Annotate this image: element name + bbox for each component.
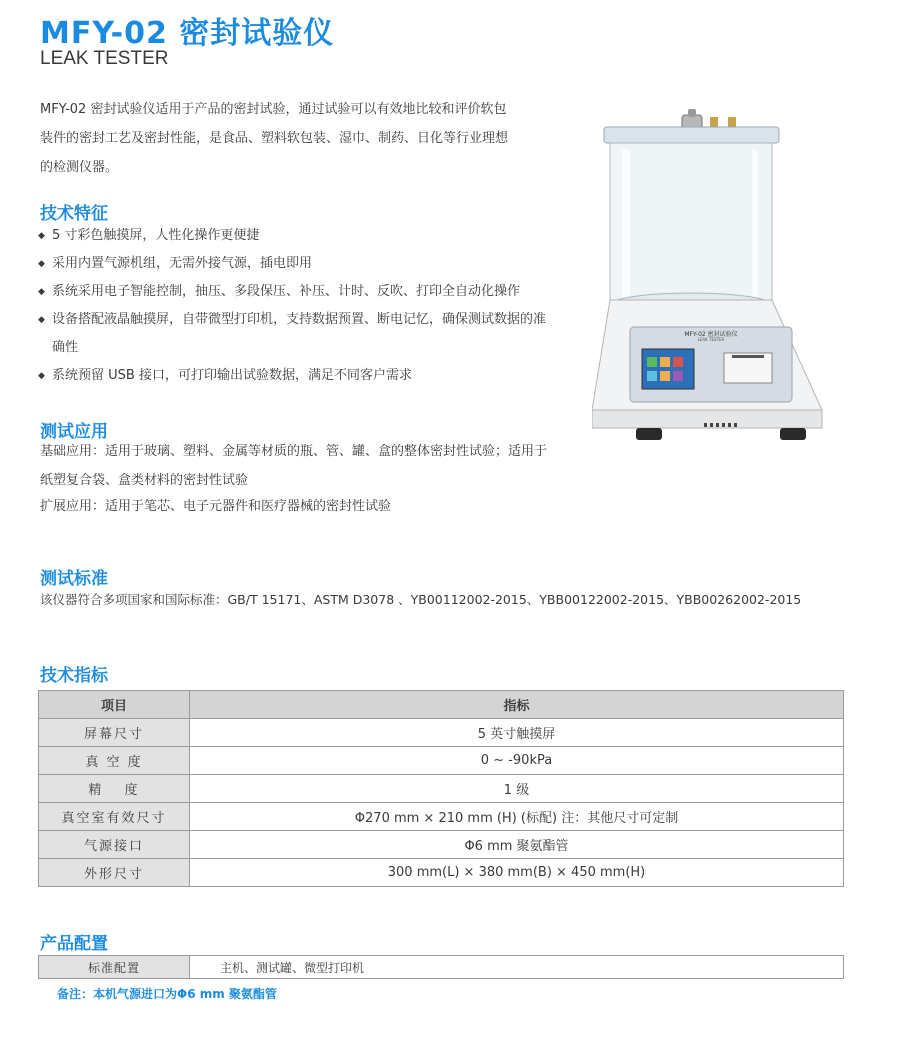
spec-value: Φ6 mm 聚氨酯管 [190,831,844,859]
specs-title: 技术指标 [40,666,108,686]
standards-title: 测试标准 [40,569,108,589]
config-table [38,955,844,979]
table-row [39,831,844,859]
table-row [39,719,844,747]
page-subtitle: LEAK TESTER [40,48,169,69]
diamond-bullet-icon: ◆ [38,371,45,381]
page-title: MFY-02 密封试验仪 [40,16,335,51]
table-row [39,747,844,775]
features-list [38,222,558,390]
diamond-bullet-icon: ◆ [38,259,45,269]
spec-label: 外形尺寸 [39,859,190,887]
spec-value: 0 ~ -90kPa [190,747,844,775]
config-value: 主机、测试罐、微型打印机 [190,956,844,979]
list-item: ◆ 设备搭配液晶触摸屏，自带微型打印机，支持数据预置、断电记忆，确保测试数据的准确性 [38,306,558,362]
spec-label: 屏幕尺寸 [39,719,190,747]
spec-label: 精 度 [39,775,190,803]
spec-label: 真 空 度 [39,747,190,775]
table-row [39,775,844,803]
features-title: 技术特征 [40,204,108,224]
intro-paragraph: MFY-02 密封试验仪适用于产品的密封试验，通过试验可以有效地比较和评价软包装件的密封工艺及密封性能，是食品、塑料软包装、湿巾、制药、日化等行业理想的检测仪器。 [40,102,509,175]
table-header: 项目 [39,691,190,719]
table-header: 指标 [190,691,844,719]
list-item: ◆ 系统预留 USB 接口，可打印输出试验数据，满足不同客户需求 [38,362,558,390]
product-image [592,105,842,450]
diamond-bullet-icon: ◆ [38,315,45,325]
list-item: ◆ 系统采用电子智能控制，抽压、多段保压、补压、计时、反吹、打印全自动化操作 [38,278,558,306]
table-header-row [39,691,844,719]
spec-label: 气源接口 [39,831,190,859]
table-row [39,803,844,831]
applications-title: 测试应用 [40,422,108,442]
spec-value: Φ270 mm × 210 mm (H) (标配) 注：其他尺寸可定制 [190,803,844,831]
config-note: 备注：本机气源进口为Φ6 mm 聚氨酯管 [57,987,277,1001]
spec-value: 5 英寸触摸屏 [190,719,844,747]
list-item: ◆ 5 寸彩色触摸屏，人性化操作更便捷 [38,222,558,250]
config-title: 产品配置 [40,934,108,954]
spec-label: 真空室有效尺寸 [39,803,190,831]
spec-value: 1 级 [190,775,844,803]
spec-value: 300 mm(L) × 380 mm(B) × 450 mm(H) [190,859,844,887]
specs-table [38,690,844,887]
device-panel-subtitle: LEAK TESTER [697,337,725,342]
diamond-bullet-icon: ◆ [38,287,45,297]
device-panel-title: MFY-02 密封试验仪 [684,331,738,338]
standards-text: 该仪器符合多项国家和国际标准：GB/T 15171、ASTM D3078 、YB00112002-2015、YBB00122002-2015、YBB00262002-2015 [40,592,802,607]
table-row [39,859,844,887]
config-label: 标准配置 [39,956,190,979]
table-row [39,956,844,979]
applications-basic: 基础应用：适用于玻璃、塑料、金属等材质的瓶、管、罐、盒的整体密封性试验；适用于纸塑复合袋、盒类材料的密封性试验 [40,444,548,488]
list-item: ◆ 采用内置气源机组，无需外接气源，插电即用 [38,250,558,278]
applications-extended: 扩展应用：适用于笔芯、电子元器件和医疗器械的密封性试验 [40,499,392,514]
diamond-bullet-icon: ◆ [38,231,45,241]
